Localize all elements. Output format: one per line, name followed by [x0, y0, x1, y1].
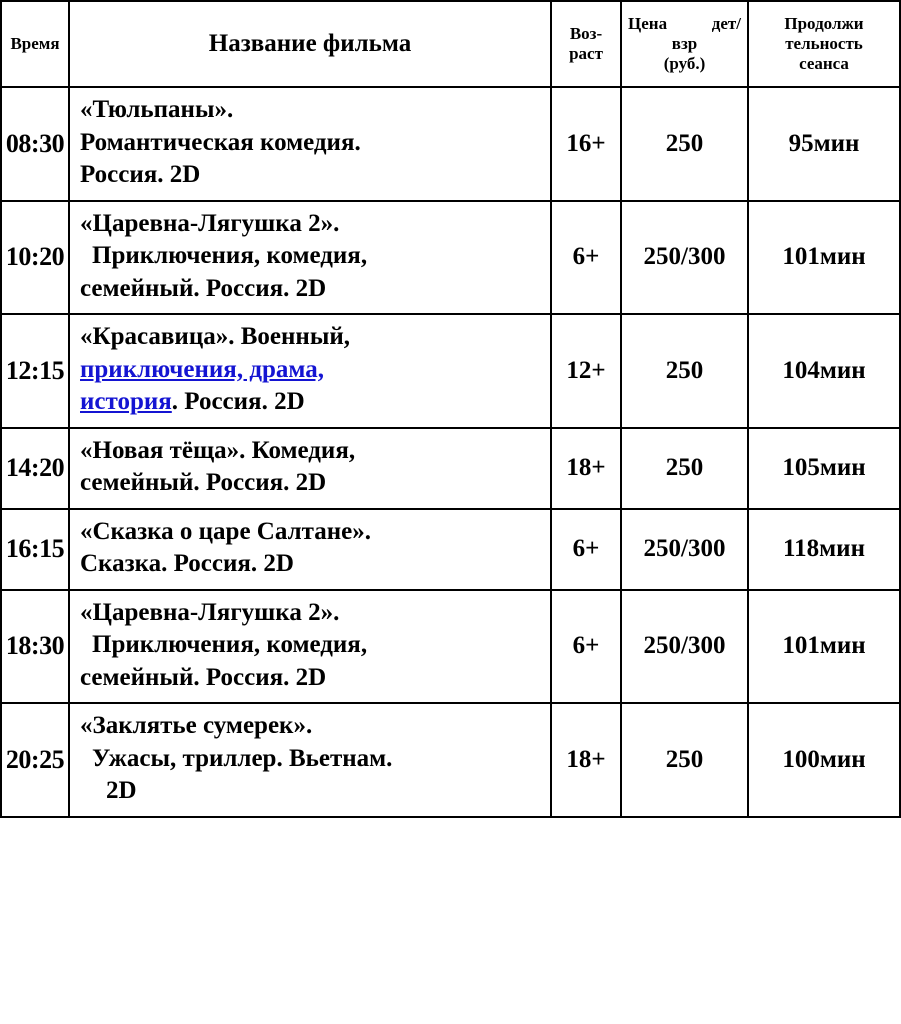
- duration-header-line-1: Продолжи: [784, 13, 864, 33]
- column-header-age: [551, 1, 621, 87]
- column-header-time: Время: [1, 1, 69, 87]
- film-title-line: Приключения, комедия,: [92, 242, 368, 269]
- film-title-line: Россия. 2D: [80, 161, 201, 188]
- duration-header-line-2: тельность: [785, 33, 863, 53]
- film-title-line: семейный. Россия. 2D: [80, 469, 327, 496]
- film-title-cell: [69, 703, 551, 817]
- film-title-line: Романтическая комедия.: [80, 128, 361, 156]
- table-row: [1, 87, 900, 201]
- table-row: [1, 703, 900, 817]
- ticket-price: 250/300: [621, 590, 748, 704]
- age-rating: 18+: [551, 428, 621, 509]
- film-title-cell: [69, 314, 551, 428]
- film-title-line: Сказка. Россия. 2D: [80, 550, 294, 577]
- column-header-title: Название фильма: [69, 1, 551, 87]
- session-duration: 118мин: [748, 509, 900, 590]
- genre-link[interactable]: приключения, драма,: [80, 355, 324, 383]
- ticket-price: 250/300: [621, 509, 748, 590]
- ticket-price: 250: [621, 87, 748, 201]
- ticket-price: 250/300: [621, 201, 748, 315]
- age-rating: 12+: [551, 314, 621, 428]
- session-duration: 105мин: [748, 428, 900, 509]
- film-title-line[interactable]: [80, 386, 544, 419]
- film-title-line: «Царевна-Лягушка 2».: [80, 598, 340, 626]
- film-title-cell: [69, 87, 551, 201]
- table-body: [1, 87, 900, 817]
- session-time: 20:25: [1, 703, 69, 817]
- film-title-line: Ужасы, триллер. Вьетнам.: [92, 744, 393, 772]
- table-row: [1, 590, 900, 704]
- film-title-line: «Сказка о царе Салтане».: [80, 517, 371, 545]
- price-header-line-1: [628, 14, 741, 34]
- ticket-price: 250: [621, 314, 748, 428]
- age-rating: 6+: [551, 201, 621, 315]
- table-row: [1, 201, 900, 315]
- age-rating: 6+: [551, 590, 621, 704]
- film-title-line: «Новая тёща». Комедия,: [80, 436, 356, 464]
- film-title-line: «Красавица». Военный,: [80, 323, 350, 350]
- column-header-price: [621, 1, 748, 87]
- price-header-word-child: дет/: [711, 13, 741, 33]
- age-rating: 6+: [551, 509, 621, 590]
- ticket-price: 250: [621, 703, 748, 817]
- film-title-cell: [69, 428, 551, 509]
- age-rating: 18+: [551, 703, 621, 817]
- duration-header-line-3: сеанса: [799, 54, 849, 74]
- film-title-cell: [69, 201, 551, 315]
- session-duration: 100мин: [748, 703, 900, 817]
- session-duration: 95мин: [748, 87, 900, 201]
- session-duration: 101мин: [748, 201, 900, 315]
- film-title-line: семейный. Россия. 2D: [80, 274, 327, 302]
- film-title-line: «Царевна-Лягушка 2».: [80, 209, 340, 237]
- genre-link[interactable]: история: [80, 388, 172, 415]
- session-time: 14:20: [1, 428, 69, 509]
- session-time: 08:30: [1, 87, 69, 201]
- table-header-row: [1, 1, 900, 87]
- session-duration: 101мин: [748, 590, 900, 704]
- session-time: 18:30: [1, 590, 69, 704]
- price-header-line-3: (руб.): [663, 54, 706, 74]
- price-header-line-2: взр: [671, 33, 698, 53]
- price-header-word-price: Цена: [628, 13, 668, 33]
- session-time: 16:15: [1, 509, 69, 590]
- film-title-line[interactable]: [80, 354, 544, 387]
- film-title-cell: [69, 509, 551, 590]
- session-time: 10:20: [1, 201, 69, 315]
- age-rating: 16+: [551, 87, 621, 201]
- film-title-text: . Россия. 2D: [171, 388, 305, 415]
- film-title-line: 2D: [106, 777, 137, 804]
- film-title-cell: [69, 590, 551, 704]
- session-duration: 104мин: [748, 314, 900, 428]
- age-header-line-1: Воз-: [569, 23, 603, 43]
- session-time: 12:15: [1, 314, 69, 428]
- film-title-line: семейный. Россия. 2D: [80, 663, 327, 691]
- table-row: [1, 509, 900, 590]
- table-row: [1, 314, 900, 428]
- film-title-line: Приключения, комедия,: [92, 631, 368, 658]
- age-header-line-2: раст: [569, 44, 603, 63]
- column-header-duration: [748, 1, 900, 87]
- ticket-price: 250: [621, 428, 748, 509]
- table-row: [1, 428, 900, 509]
- film-title-line: «Тюльпаны».: [80, 96, 234, 123]
- film-title-line: «Заклятье сумерек».: [80, 712, 313, 739]
